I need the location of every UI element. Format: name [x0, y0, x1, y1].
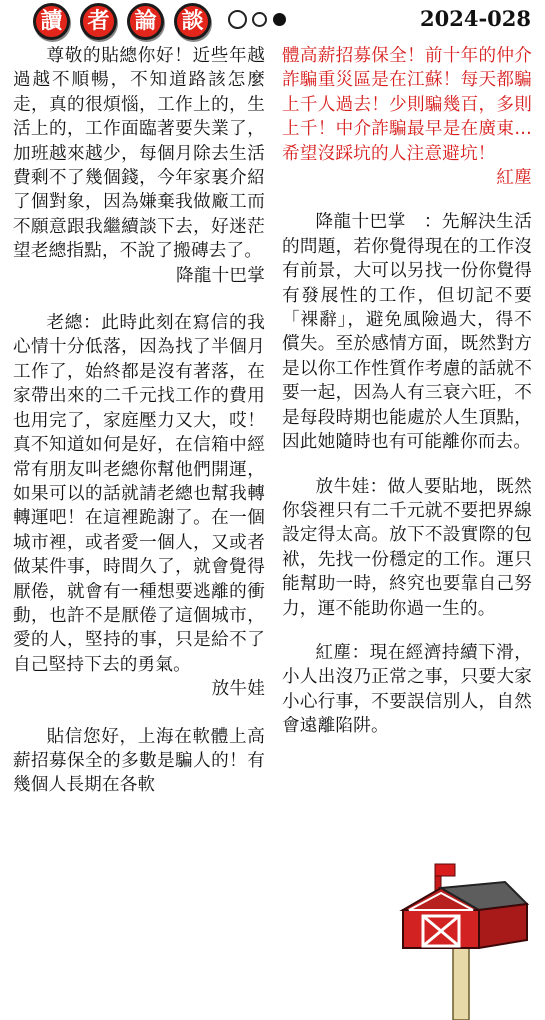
letter-signature: 降龍十巴掌 — [176, 265, 265, 286]
filled-circle-icon — [273, 13, 286, 26]
left-column — [13, 44, 265, 798]
letter-body: 體高薪招募保全！前十年的仲介詐騙重災區是在江蘇！每天都騙上千人過去！少則騙幾百，多則上千！中介詐騙最早是在廣東…希望沒踩坑的人注意避坑！ — [282, 46, 532, 164]
title-char-2: 者 — [80, 3, 117, 40]
letter-3-start — [13, 725, 265, 798]
title-char-4: 談 — [174, 3, 211, 40]
letter-body: 貼信您好，上海在軟體上高薪招募保全的多數是騙人的！有幾個人長期在各軟 — [13, 726, 265, 796]
reply-body: 放牛娃：做人要貼地，既然你袋裡只有二千元就不要把界線設定得太高。放下不設實際的包袱，先找一份穩定的工作。運只能幫助一時，終究也要靠自己努力，運不能助你過一生的。 — [282, 476, 532, 619]
reply-body: 降龍十巴掌 ：先解決生活的問題，若你覺得現在的工作沒有前景，大可以另找一份你覺得有發展性的工作，但切記不要「裸辭」，避免風險過大，得不償失。至於感情方面，既然對方是以你工作性質作考慮的話就不要一起，因為人有三衰六旺，不是每段時期也能處於人生頂點，因此她隨時也有可能離你而去。 — [282, 212, 532, 453]
reply-body: 紅塵：現在經濟持續下滑，小人出沒乃正常之事，只要大家小心行事，不要誤信別人，自然會遠離陷阱。 — [282, 642, 532, 737]
letter-signature: 放牛娃 — [211, 679, 265, 700]
title-char-3: 論 — [127, 3, 164, 40]
letter-2 — [13, 311, 265, 702]
letter-body: 老總：此時此刻在寫信的我心情十分低落，因為找了半個月工作了，始終都是沒有著落，在家帶出來的二千元找工作的費用也用完了，家庭壓力又大，哎！真不知道如何是好，在信箱中經常有朋友叫老總你幫他們開運，如果可以的話就請老總也幫我轉轉運吧！在這裡跪謝了。在一個城市裡，或者愛一個人，又或者做某件事，時間久了，就會覺得厭倦，就會有一種想要逃離的衝動，也許不是厭倦了這個城市，愛的人，堅持的事，只是給不了自己堅持下去的勇氣。 — [13, 313, 265, 675]
open-circle-icon — [228, 10, 247, 29]
title-char-1: 讀 — [33, 3, 70, 40]
reply-2 — [282, 475, 532, 621]
right-column — [282, 44, 532, 739]
letter-3-continued — [282, 44, 532, 190]
mailbox-icon — [395, 852, 535, 1020]
issue-number: 2024-028 — [420, 6, 531, 31]
reply-1 — [282, 210, 532, 454]
letter-1 — [13, 44, 265, 288]
letter-signature: 紅塵 — [496, 168, 532, 189]
column-header — [0, 0, 545, 44]
letter-body: 尊敬的貼總你好！近些年越過越不順暢，不知道路該怎麼走，真的很煩惱，工作上的，生活上的，工作面臨著要失業了，加班越來越少，每個月除去生活費剩不了幾個錢，今年家裏介紹了個對象，因為嫌棄我做廠工而不願意跟我繼續談下去，好迷茫望老總指點，不說了搬磚去了。 — [13, 46, 265, 262]
reply-3 — [282, 641, 532, 739]
open-circle-icon — [252, 12, 267, 27]
